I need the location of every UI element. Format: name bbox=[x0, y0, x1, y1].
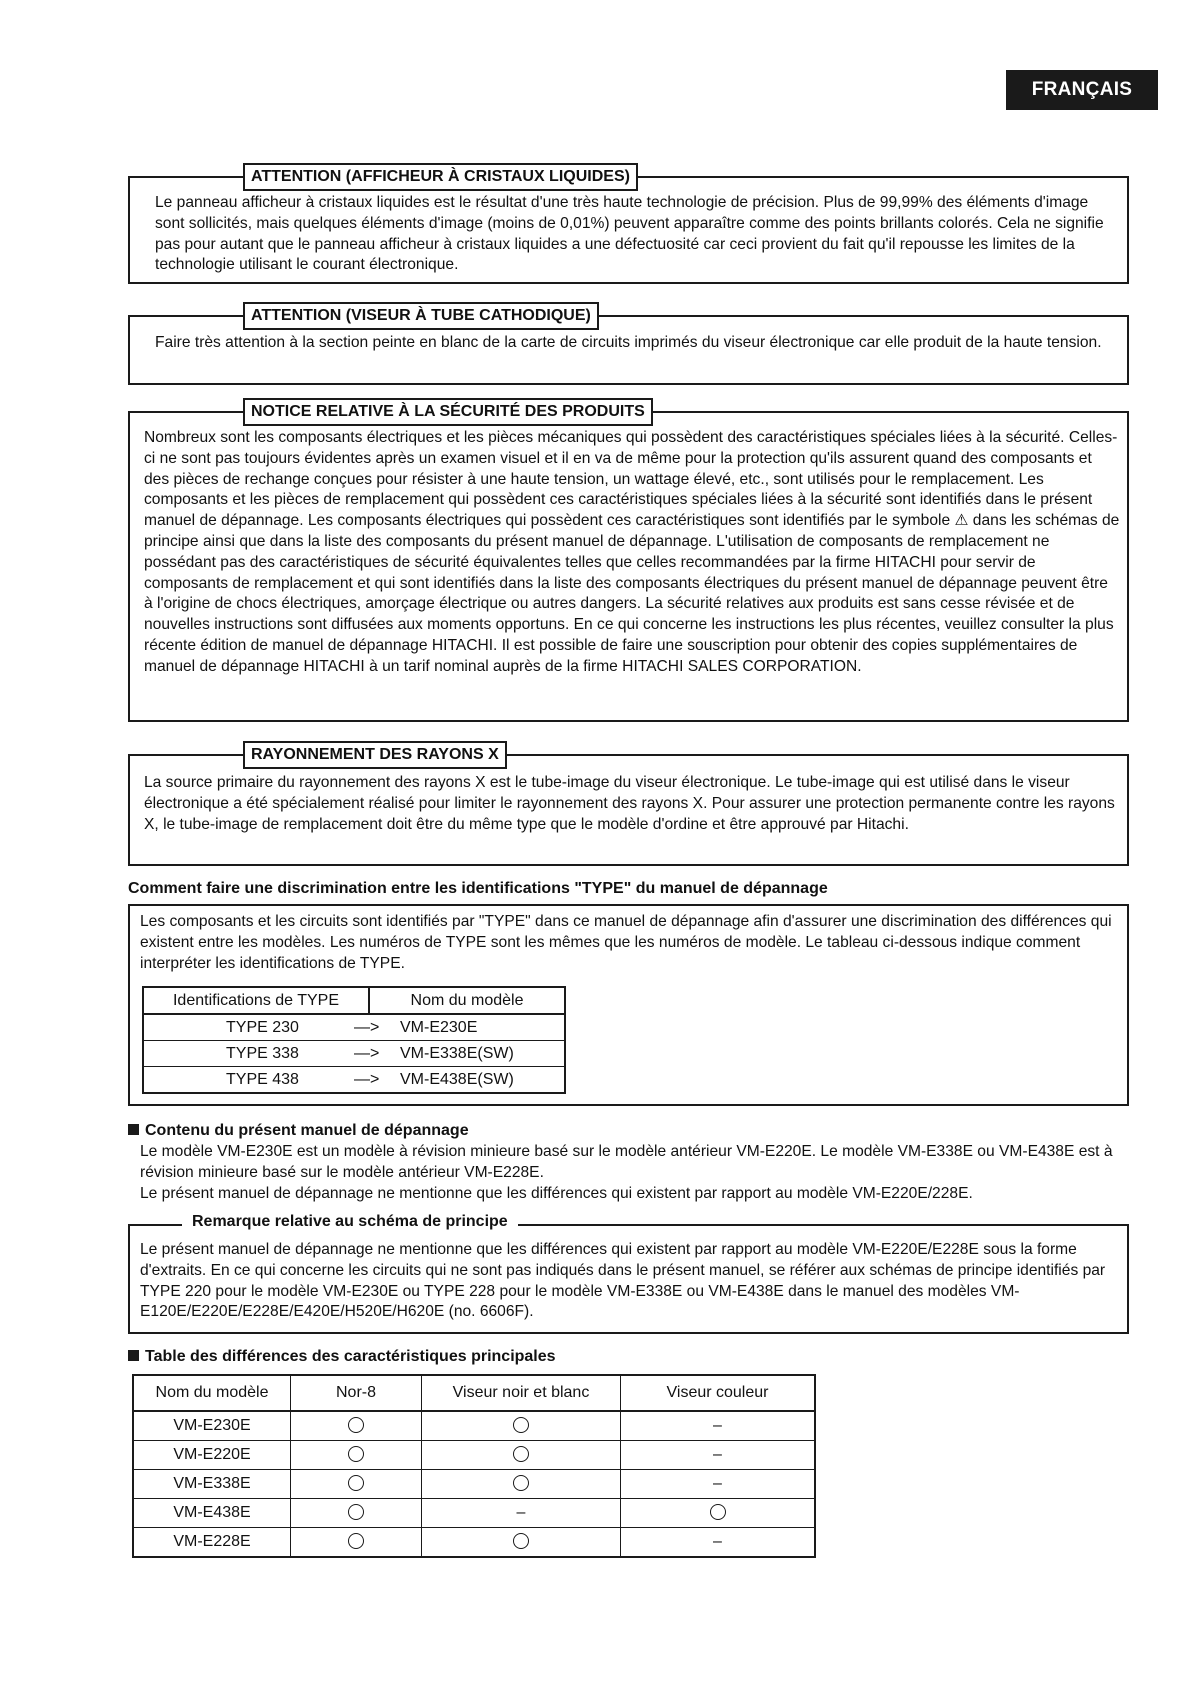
color-cell bbox=[621, 1441, 816, 1470]
arrow-icon: —> bbox=[354, 1070, 380, 1088]
remark-title: Remarque relative au schéma de principe bbox=[182, 1213, 518, 1231]
nor8-cell bbox=[291, 1470, 422, 1499]
table-row bbox=[143, 1067, 565, 1094]
bw-cell bbox=[422, 1441, 621, 1470]
color-cell bbox=[621, 1528, 816, 1558]
crt-attention-title: ATTENTION (VISEUR À TUBE CATHODIQUE) bbox=[243, 302, 599, 330]
diff-header-nor8: Nor-8 bbox=[291, 1375, 422, 1411]
table-row bbox=[143, 1014, 565, 1041]
model-cell: VM-E220E bbox=[133, 1441, 291, 1470]
nor8-cell bbox=[291, 1499, 422, 1528]
table-row bbox=[133, 1470, 815, 1499]
model-name: VM-E230E bbox=[400, 1018, 478, 1036]
diff-header-color: Viseur couleur bbox=[621, 1375, 816, 1411]
type-table bbox=[142, 986, 566, 1094]
dash-mark: – bbox=[713, 1475, 722, 1492]
square-bullet-icon bbox=[128, 1350, 139, 1361]
arrow-icon: —> bbox=[354, 1018, 380, 1036]
circle-icon bbox=[513, 1417, 529, 1433]
lcd-attention-text: Le panneau afficheur à cristaux liquides est le résultat d'une très haute technologie de précision. Plus de 99,99% des éléments d'image sont sollicités, mais quelques éléments d'image (moins de 0,01%) peuvent apparaître comme des points brillants colorés. Cela ne signifie pas pour autant que le panneau afficheur à cristaux liquides a une défectuosité car ceci provient du fait qu'il repousse les limites de la technologie utilisant le courant électronique. bbox=[155, 194, 1104, 274]
circle-icon bbox=[348, 1446, 364, 1462]
circle-icon bbox=[513, 1475, 529, 1491]
color-cell bbox=[621, 1411, 816, 1441]
table-row bbox=[133, 1441, 815, 1470]
type-id: TYPE 438 bbox=[226, 1070, 299, 1088]
diff-header-bw: Viseur noir et blanc bbox=[422, 1375, 621, 1411]
circle-icon bbox=[348, 1504, 364, 1520]
dash-mark: – bbox=[713, 1446, 722, 1463]
model-cell: VM-E338E bbox=[133, 1470, 291, 1499]
lcd-attention-title: ATTENTION (AFFICHEUR À CRISTAUX LIQUIDES) bbox=[243, 163, 638, 191]
nor8-cell bbox=[291, 1441, 422, 1470]
table-row bbox=[133, 1528, 815, 1558]
circle-icon bbox=[348, 1475, 364, 1491]
contents-heading: Contenu du présent manuel de dépannage bbox=[128, 1122, 469, 1140]
xray-title: RAYONNEMENT DES RAYONS X bbox=[243, 741, 507, 769]
color-cell bbox=[621, 1470, 816, 1499]
bw-cell bbox=[422, 1411, 621, 1441]
model-cell: VM-E230E bbox=[133, 1411, 291, 1441]
arrow-icon: —> bbox=[354, 1044, 380, 1062]
safety-notice-text: Nombreux sont les composants électriques et les pièces mécaniques qui possèdent des caractéristiques spéciales liées à la sécurité. Celles-ci ne sont pas toujours évidentes après un examen visuel et il en va de même pour la protection qu'ils assurent quand des composants et des pièces de rechange conçues pour résister à une haute tension, un wattage élevé, etc., sont utilisés pour le remplacement. Les composants et les pièces de remplacement qui possèdent ces caractéristiques spéciales liées à la sécurité sont identifiés dans le présent manuel de dépannage. Les composants électriques qui possèdent ces caractéristiques sont identifiés par le symbole ⚠ dans les schémas de principe ainsi que dans la liste des composants du présent manuel de dépannage. L'utilisation de composants de remplacement ne possédant pas des caractéristiques de sécurité équivalentes telles que celles recommandées par la firme HITACHI pour servir de composants de remplacement et qui sont identifiés dans la liste des composants électriques du présent manuel de dépannage peuvent être à l'origine de chocs électriques, amorçage électrique ou autres dangers. La sécurité relatives aux produits est sans cesse révisée et de nouvelles instructions sont diffusées aux moments opportuns. En ce qui concerne les instructions les plus récentes, veuillez consulter la plus récente édition de manuel de dépannage HITACHI. Il est possible de faire une souscription pour obtenir des copies supplémentaires de manuel de dépannage HITACHI à un tarif nominal auprès de la firme HITACHI SALES CORPORATION. bbox=[144, 429, 1120, 675]
safety-notice-title: NOTICE RELATIVE À LA SÉCURITÉ DES PRODUITS bbox=[243, 398, 653, 426]
circle-icon bbox=[513, 1533, 529, 1549]
dash-mark: – bbox=[713, 1533, 722, 1550]
table-row bbox=[133, 1499, 815, 1528]
type-id: TYPE 338 bbox=[226, 1044, 299, 1062]
nor8-cell bbox=[291, 1411, 422, 1441]
type-table-header-type: Identifications de TYPE bbox=[143, 987, 369, 1014]
circle-icon bbox=[710, 1504, 726, 1520]
model-cell: VM-E228E bbox=[133, 1528, 291, 1558]
model-name: VM-E438E(SW) bbox=[400, 1070, 514, 1088]
diff-heading: Table des différences des caractéristiques principales bbox=[128, 1348, 556, 1366]
xray-text: La source primaire du rayonnement des rayons X est le tube-image du viseur électronique. Le tube-image qui est utilisé dans le viseur électronique a été spécialement réalisé pour limiter le rayonnement des rayons X. Pour assurer une protection permanente contre les rayons X, le tube-image de remplacement doit être du même type que le modèle d'ordine et être approuvé par Hitachi. bbox=[144, 774, 1115, 833]
remark-text: Le présent manuel de dépannage ne mentionne que les différences qui existent par rapport au modèle VM-E220E/E228E sous la forme d'extraits. En ce qui concerne les circuits qui ne sont pas indiqués dans le présent manuel, se référer aux schémas de principe identifiés par TYPE 220 pour le modèle VM-E230E ou TYPE 228 pour le modèle VM-E338E ou VM-E438E dans le manuel des modèles VM-E120E/E220E/E228E/E420E/H520E/H620E (no. 6606F). bbox=[140, 1241, 1106, 1321]
crt-attention-text: Faire très attention à la section peinte en blanc de la carte de circuits imprimés du viseur électronique car elle produit de la haute tension. bbox=[155, 334, 1102, 351]
bw-cell bbox=[422, 1470, 621, 1499]
color-cell bbox=[621, 1499, 816, 1528]
dash-mark: – bbox=[713, 1417, 722, 1434]
nor8-cell bbox=[291, 1528, 422, 1558]
diff-table bbox=[132, 1374, 816, 1558]
model-name: VM-E338E(SW) bbox=[400, 1044, 514, 1062]
contents-text-1: Le modèle VM-E230E est un modèle à révision minieure basé sur le modèle antérieur VM-E220E. Le modèle VM-E338E ou VM-E438E est à révision minieure basé sur le modèle antérieur VM-E228E. bbox=[140, 1143, 1113, 1181]
square-bullet-icon bbox=[128, 1124, 139, 1135]
circle-icon bbox=[513, 1446, 529, 1462]
model-cell: VM-E438E bbox=[133, 1499, 291, 1528]
type-section-heading: Comment faire une discrimination entre les identifications "TYPE" du manuel de dépannage bbox=[128, 880, 828, 897]
type-id: TYPE 230 bbox=[226, 1018, 299, 1036]
language-tab: FRANÇAIS bbox=[1006, 70, 1158, 110]
table-row bbox=[143, 1041, 565, 1067]
type-section-text: Les composants et les circuits sont identifiés par "TYPE" dans ce manuel de dépannage afin d'assurer une discrimination des différences qui existent entre les modèles. Les numéros de TYPE sont les mêmes que les numéros de modèle. Le tableau ci-dessous indique comment interpréter les identifications de TYPE. bbox=[140, 913, 1112, 972]
diff-header-model: Nom du modèle bbox=[133, 1375, 291, 1411]
type-table-header-model: Nom du modèle bbox=[369, 987, 565, 1014]
contents-text-2: Le présent manuel de dépannage ne mentionne que les différences qui existent par rapport au modèle VM-E220E/228E. bbox=[140, 1185, 973, 1202]
circle-icon bbox=[348, 1533, 364, 1549]
circle-icon bbox=[348, 1417, 364, 1433]
table-row bbox=[133, 1411, 815, 1441]
bw-cell bbox=[422, 1528, 621, 1558]
dash-mark: – bbox=[516, 1504, 526, 1521]
bw-cell bbox=[422, 1499, 621, 1528]
